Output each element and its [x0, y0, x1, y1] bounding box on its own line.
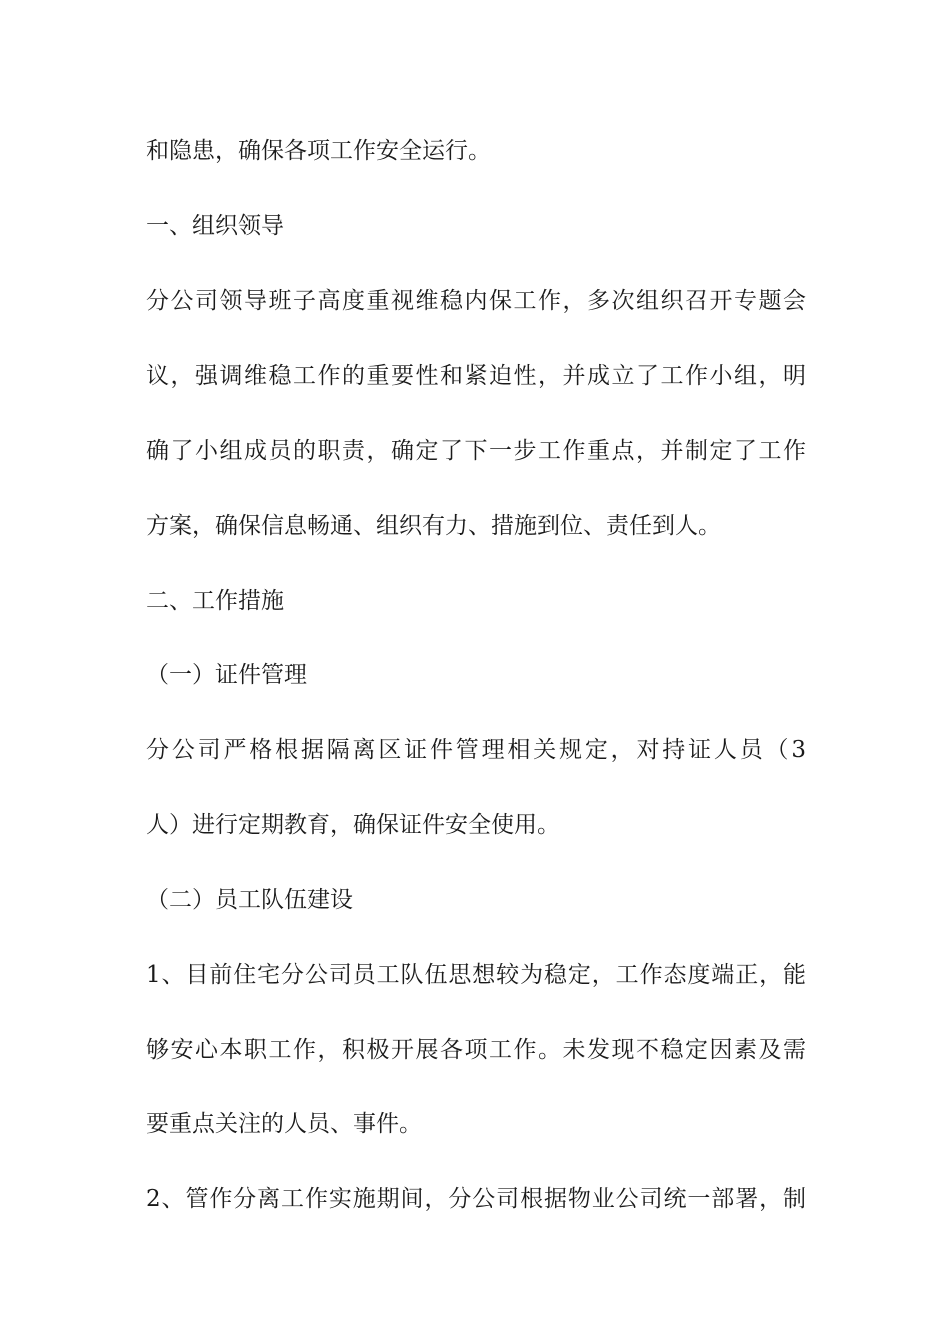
subsection-heading: （一）证件管理: [146, 662, 307, 688]
subsection-heading: （二）员工队伍建设: [146, 887, 353, 913]
section-heading: 一、组织领导: [146, 213, 284, 239]
text-line: 人）进行定期教育，确保证件安全使用。: [146, 812, 560, 838]
text-line: 议，强调维稳工作的重要性和紧迫性，并成立了工作小组，明: [146, 363, 806, 389]
text-line: 和隐患，确保各项工作安全运行。: [146, 138, 491, 164]
section-heading: 二、工作措施: [146, 588, 284, 614]
text-line: 1、目前住宅分公司员工队伍思想较为稳定，工作态度端正，能: [146, 962, 806, 988]
text-line: 要重点关注的人员、事件。: [146, 1111, 422, 1137]
text-line: 分公司严格根据隔离区证件管理相关规定，对持证人员（3: [146, 737, 806, 763]
text-line: 2、管作分离工作实施期间，分公司根据物业公司统一部署，制: [146, 1186, 806, 1212]
text-line: 方案，确保信息畅通、组织有力、措施到位、责任到人。: [146, 513, 721, 539]
text-line: 分公司领导班子高度重视维稳内保工作，多次组织召开专题会: [146, 288, 806, 314]
text-line: 确了小组成员的职责，确定了下一步工作重点，并制定了工作: [146, 438, 806, 464]
text-line: 够安心本职工作，积极开展各项工作。未发现不稳定因素及需: [146, 1037, 806, 1063]
